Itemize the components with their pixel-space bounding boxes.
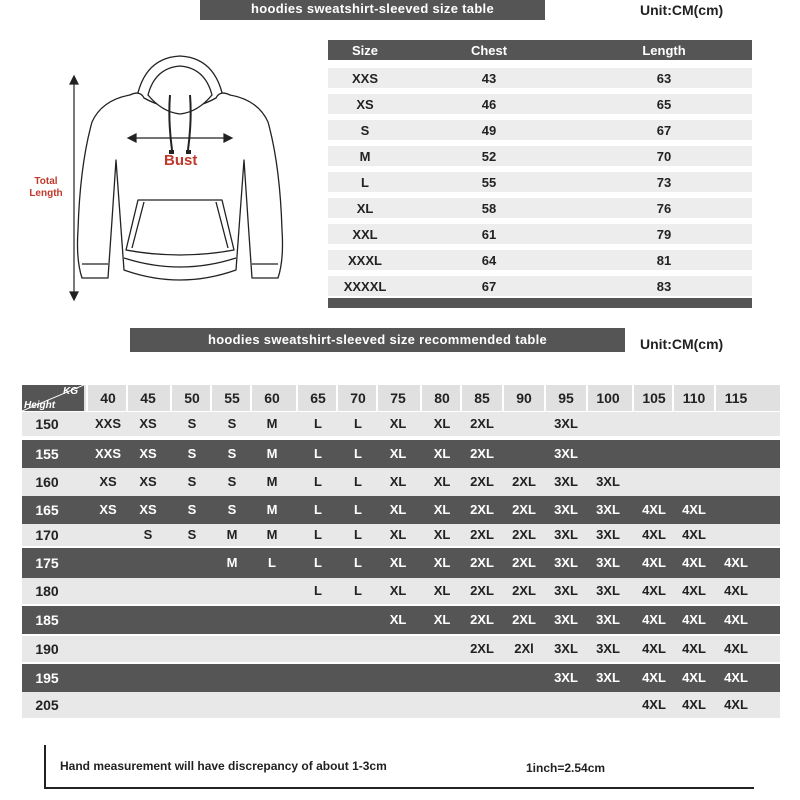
size-cell: 3XL (596, 474, 620, 489)
size-table-header-cell: Size (351, 42, 378, 58)
kg-header-cell: 40 (100, 390, 116, 406)
rec-table-header (22, 385, 780, 411)
height-cell: 185 (35, 612, 59, 628)
height-cell: 195 (35, 670, 59, 686)
rec-table-row (22, 468, 780, 496)
size-cell: 3XL (596, 502, 620, 517)
size-cell: XS (99, 502, 117, 517)
size-cell: 4XL (642, 555, 666, 570)
size-cell: S (227, 446, 237, 461)
size-cell: 3XL (596, 555, 620, 570)
size-cell: L (354, 446, 362, 461)
size-table-row-cell: 58 (481, 200, 497, 216)
size-table-row-cell: 65 (656, 96, 672, 112)
kg-header-separator (126, 385, 128, 411)
size-cell: 4XL (682, 612, 706, 627)
total-length-label-line1: Total (34, 176, 58, 187)
size-cell: 4XL (642, 670, 666, 685)
kg-header-cell: 80 (434, 390, 450, 406)
size-cell: XL (433, 527, 451, 542)
size-cell: XL (433, 583, 451, 598)
rec-table-row (22, 524, 780, 546)
kg-header-cell: 45 (140, 390, 156, 406)
bust-label: Bust (164, 152, 198, 169)
rec-table-row (22, 548, 780, 578)
kg-header-cell: 50 (184, 390, 200, 406)
kg-header-separator (502, 385, 504, 411)
rec-table-row (22, 440, 780, 468)
kg-header-separator (586, 385, 588, 411)
size-table-row (328, 224, 752, 244)
size-cell: 2XL (470, 446, 494, 461)
size-cell: M (266, 416, 278, 431)
size-table-row (328, 250, 752, 270)
size-table-row-cell: XXL (352, 226, 378, 242)
size-cell: 3XL (596, 583, 620, 598)
size-table-row-cell: 81 (656, 252, 672, 268)
footer-bracket (44, 745, 46, 789)
rec-table-row (22, 412, 780, 436)
kg-header-separator (420, 385, 422, 411)
size-cell: L (354, 583, 362, 598)
size-table-title: hoodies sweatshirt-sleeved size table (200, 0, 545, 20)
size-cell: 2XL (470, 474, 494, 489)
size-cell: L (354, 416, 362, 431)
size-cell: 2XL (470, 416, 494, 431)
size-cell: 3XL (554, 612, 578, 627)
size-cell: 2XL (470, 641, 494, 656)
size-cell: 2XL (512, 555, 536, 570)
inch-conversion: 1inch=2.54cm (526, 761, 606, 775)
size-table-row-cell: XXS (351, 70, 378, 86)
kg-header-separator (210, 385, 212, 411)
kg-header-cell: 75 (390, 390, 406, 406)
size-cell: M (266, 474, 278, 489)
kg-header-separator (86, 385, 88, 411)
size-table-row-cell: 67 (481, 278, 497, 294)
size-cell: 4XL (724, 612, 748, 627)
corner-height-label: Height (24, 400, 56, 411)
size-cell: 2XL (512, 583, 536, 598)
size-cell: 2XL (512, 527, 536, 542)
size-table-row-cell: 64 (481, 252, 497, 268)
size-table-row-cell: 61 (481, 226, 497, 242)
size-table-row (328, 172, 752, 192)
size-cell: 3XL (596, 641, 620, 656)
size-table-row-cell: XXXL (348, 252, 382, 268)
size-cell: L (314, 583, 322, 598)
size-cell: XL (433, 416, 451, 431)
size-cell: L (314, 474, 322, 489)
size-cell: 4XL (682, 555, 706, 570)
size-cell: XL (433, 474, 451, 489)
kg-header-separator (296, 385, 298, 411)
kg-header-separator (460, 385, 462, 411)
size-table-row-cell: XXXXL (343, 278, 387, 294)
kg-header-cell: 95 (558, 390, 574, 406)
size-cell: XL (433, 502, 451, 517)
size-cell: 4XL (642, 697, 666, 712)
size-cell: 4XL (724, 697, 748, 712)
kg-header-separator (376, 385, 378, 411)
size-cell: 4XL (642, 583, 666, 598)
kg-header-cell: 70 (350, 390, 366, 406)
kg-header-separator (544, 385, 546, 411)
size-cell: L (354, 474, 362, 489)
size-cell: XXS (94, 446, 121, 461)
size-table-row (328, 198, 752, 218)
size-cell: L (354, 527, 362, 542)
size-cell: 2XL (470, 555, 494, 570)
size-table-unit: Unit:CM(cm) (640, 2, 724, 18)
total-length-label (24, 176, 68, 200)
size-cell: 3XL (554, 583, 578, 598)
size-cell: M (226, 527, 238, 542)
size-cell: 3XL (554, 527, 578, 542)
size-cell: 4XL (724, 555, 748, 570)
size-cell: 3XL (596, 670, 620, 685)
kg-header-separator (336, 385, 338, 411)
size-cell: 4XL (642, 502, 666, 517)
size-cell: 2XL (470, 583, 494, 598)
size-cell: 4XL (642, 641, 666, 656)
size-table-row-cell: 83 (656, 278, 672, 294)
size-cell: XL (433, 612, 451, 627)
size-cell: 2XL (512, 474, 536, 489)
height-cell: 155 (35, 446, 59, 462)
height-cell: 160 (35, 474, 59, 490)
size-cell: XL (433, 555, 451, 570)
size-table-row (328, 146, 752, 166)
size-table-header (328, 40, 752, 60)
size-table-row (328, 276, 752, 296)
size-table-row-cell: 67 (656, 122, 672, 138)
height-cell: 170 (35, 527, 59, 543)
size-cell: S (227, 502, 237, 517)
size-cell: 4XL (682, 641, 706, 656)
size-cell: XL (389, 474, 407, 489)
kg-header-separator (714, 385, 716, 411)
size-cell: L (314, 416, 322, 431)
size-cell: XL (389, 612, 407, 627)
kg-header-separator (632, 385, 634, 411)
size-cell: 3XL (554, 641, 578, 656)
size-cell: L (354, 555, 362, 570)
size-cell: S (187, 446, 197, 461)
size-cell: 4XL (724, 670, 748, 685)
size-cell: S (187, 416, 197, 431)
size-cell: 4XL (682, 670, 706, 685)
size-cell: L (314, 446, 322, 461)
measurement-note: Hand measurement will have discrepancy of about 1-3cm (60, 759, 387, 773)
size-cell: XXS (94, 416, 121, 431)
kg-header-cell: 90 (516, 390, 532, 406)
size-table-row (328, 94, 752, 114)
size-cell: XS (139, 416, 157, 431)
size-cell: XL (389, 502, 407, 517)
size-table-row-cell: 70 (656, 148, 672, 164)
size-cell: S (143, 527, 153, 542)
size-table-row-cell: 55 (481, 174, 497, 190)
size-table-row-cell: 46 (481, 96, 497, 112)
size-table-row-cell: XS (356, 96, 374, 112)
size-cell: 4XL (682, 502, 706, 517)
size-cell: S (187, 502, 197, 517)
kg-header-cell: 110 (682, 390, 706, 406)
size-cell: 2XL (512, 612, 536, 627)
size-cell: 4XL (682, 697, 706, 712)
size-table-row (328, 68, 752, 88)
size-cell: 4XL (682, 527, 706, 542)
size-cell: 3XL (596, 527, 620, 542)
size-table-row-cell: XL (356, 200, 374, 216)
rec-table-row (22, 636, 780, 662)
size-cell: M (226, 555, 238, 570)
size-cell: 3XL (596, 612, 620, 627)
size-cell: XS (139, 502, 157, 517)
kg-header-cell: 65 (310, 390, 326, 406)
footer-bracket-line (44, 787, 754, 789)
size-table-row-cell: 43 (481, 70, 497, 86)
size-table-footer-bar (328, 298, 752, 308)
size-table-row-cell: 63 (656, 70, 672, 86)
size-table-row-cell: L (361, 174, 369, 190)
rec-table-title: hoodies sweatshirt-sleeved size recommended table (130, 328, 625, 352)
rec-table-corner (22, 385, 84, 411)
size-cell: 3XL (554, 670, 578, 685)
size-table-header-cell: Length (642, 42, 686, 58)
size-table-row-cell: S (360, 122, 370, 138)
size-table-row-cell: M (359, 148, 371, 164)
size-cell: 3XL (554, 502, 578, 517)
size-cell: XL (389, 527, 407, 542)
size-cell: S (227, 474, 237, 489)
size-cell: S (187, 474, 197, 489)
height-cell: 175 (35, 555, 59, 571)
rec-table-row (22, 692, 780, 718)
size-cell: 2Xl (514, 641, 534, 656)
size-cell: XL (389, 416, 407, 431)
kg-header-cell: 115 (724, 390, 748, 406)
size-cell: 3XL (554, 555, 578, 570)
size-cell: S (187, 527, 197, 542)
size-cell: 2XL (470, 612, 494, 627)
size-table-row-cell: 73 (656, 174, 672, 190)
size-table-row-cell: 79 (656, 226, 672, 242)
size-cell: 4XL (642, 612, 666, 627)
height-cell: 180 (35, 583, 59, 599)
size-table-header-cell: Chest (470, 42, 508, 58)
size-cell: L (314, 502, 322, 517)
size-cell: M (266, 527, 278, 542)
size-cell: XL (389, 555, 407, 570)
size-cell: 3XL (554, 474, 578, 489)
rec-table-unit: Unit:CM(cm) (640, 336, 724, 352)
rec-table-row (22, 578, 780, 604)
kg-header-separator (250, 385, 252, 411)
rec-table-row (22, 496, 780, 524)
height-cell: 150 (35, 416, 59, 432)
size-cell: XL (433, 446, 451, 461)
size-cell: 2XL (470, 527, 494, 542)
kg-header-separator (672, 385, 674, 411)
height-cell: 190 (35, 641, 59, 657)
kg-header-cell: 55 (224, 390, 240, 406)
size-table-row-cell: 52 (481, 148, 497, 164)
size-cell: L (314, 527, 322, 542)
size-cell: XL (389, 583, 407, 598)
rec-table-row (22, 664, 780, 692)
height-cell: 165 (35, 502, 59, 518)
kg-header-cell: 100 (596, 390, 620, 406)
size-cell: L (314, 555, 322, 570)
size-cell: 4XL (642, 527, 666, 542)
size-cell: 3XL (554, 416, 578, 431)
size-cell: 2XL (512, 502, 536, 517)
kg-header-cell: 105 (642, 390, 666, 406)
kg-header-separator (170, 385, 172, 411)
size-table-row-cell: 76 (656, 200, 672, 216)
size-cell: M (266, 502, 278, 517)
size-cell: L (268, 555, 276, 570)
size-cell: XL (389, 446, 407, 461)
size-table-row-cell: 49 (481, 122, 497, 138)
kg-header-cell: 85 (474, 390, 490, 406)
size-cell: L (354, 502, 362, 517)
size-cell: M (266, 446, 278, 461)
size-cell: 4XL (682, 583, 706, 598)
corner-kg-label: KG (63, 386, 78, 397)
size-table-row (328, 120, 752, 140)
rec-table-row (22, 606, 780, 634)
total-length-label-line2: Length (29, 188, 63, 199)
size-cell: 4XL (724, 583, 748, 598)
size-cell: XS (139, 446, 157, 461)
size-cell: 4XL (724, 641, 748, 656)
size-cell: 2XL (470, 502, 494, 517)
size-cell: XS (99, 474, 117, 489)
kg-header-cell: 60 (264, 390, 280, 406)
size-cell: S (227, 416, 237, 431)
height-cell: 205 (35, 697, 59, 713)
size-cell: 3XL (554, 446, 578, 461)
size-cell: XS (139, 474, 157, 489)
